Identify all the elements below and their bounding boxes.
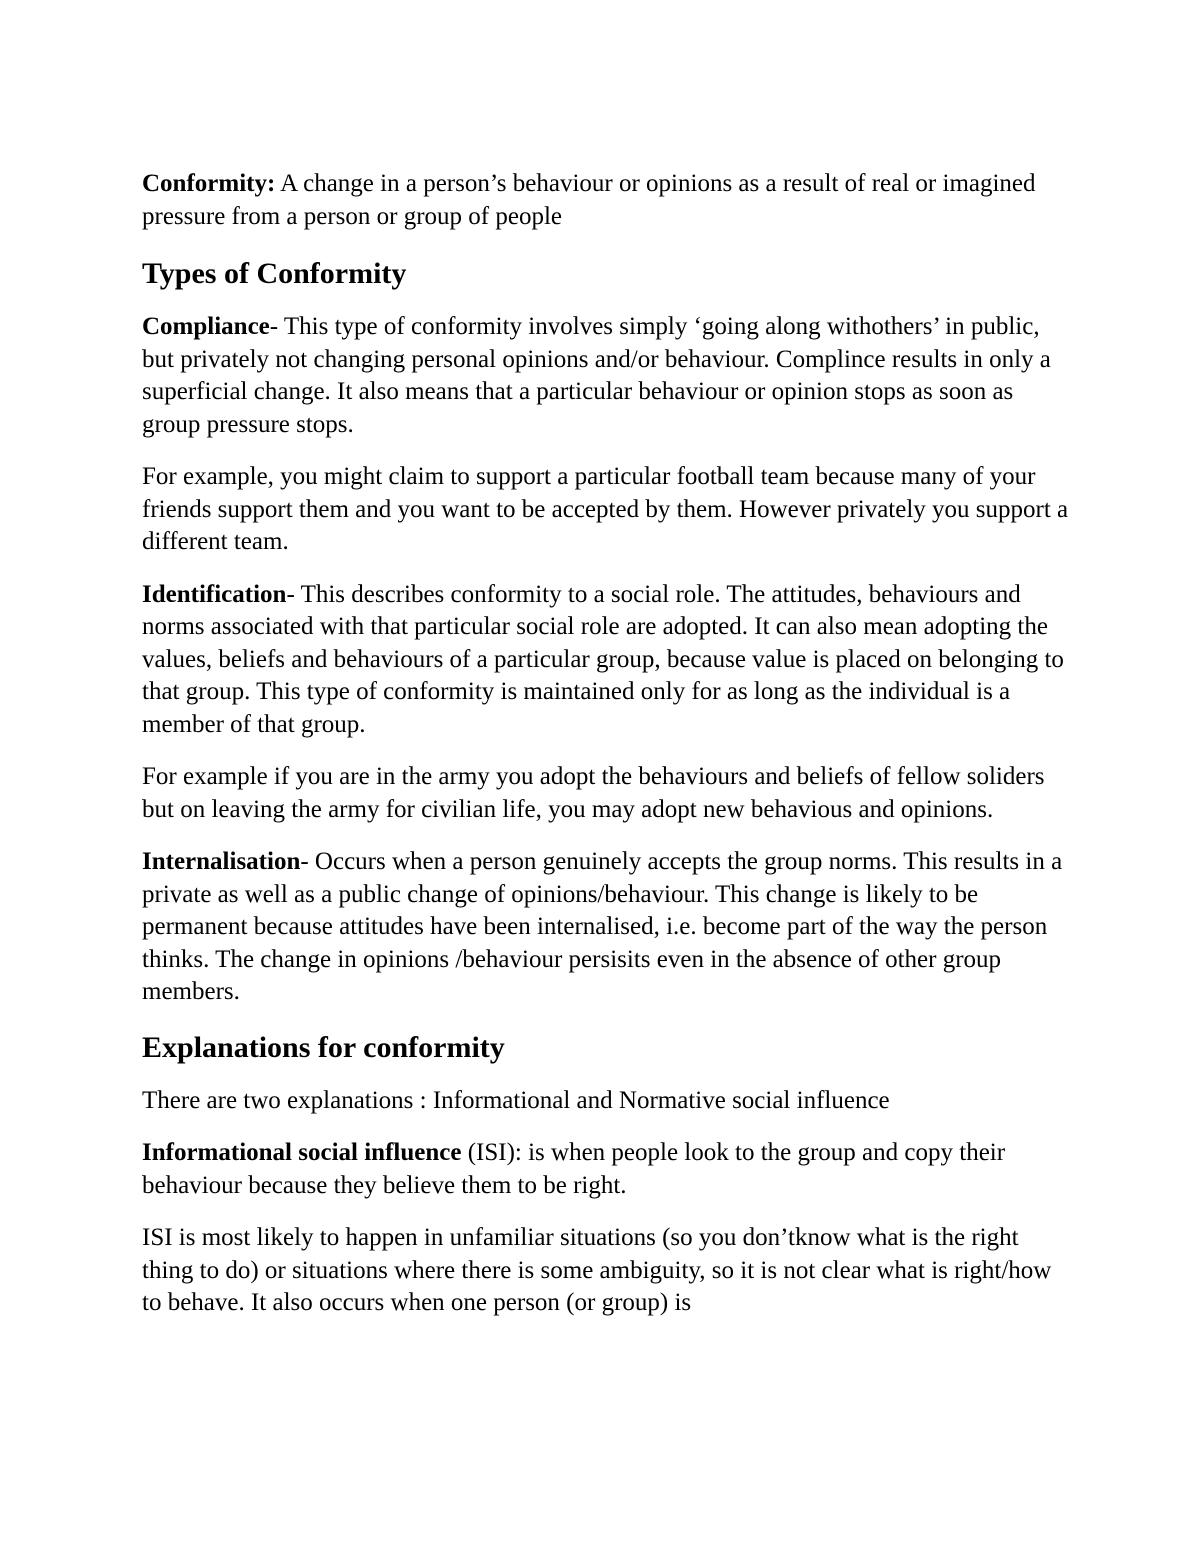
explanations-heading: Explanations for conformity [142, 1030, 505, 1064]
compliance-term: Compliance [142, 313, 270, 340]
identification-paragraph [142, 579, 1072, 742]
internalisation-text: - Occurs when a person genuinely accepts the group norms. This results in a private as well as a public change of opinions/behaviour. This change is likely to be permanent because attitudes have been internalised, i.e. become part of the way the person thinks. The change in opinions /behaviour persisits even in the absence of other group members. [142, 848, 1063, 1005]
compliance-example: For example, you might claim to support a particular football team because many of your friends support them and you want to be accepted by them. However privately you support a different team. [142, 463, 1069, 555]
internalisation-paragraph [142, 846, 1072, 1009]
internalisation-term: Internalisation [142, 848, 301, 875]
isi-detail: ISI is most likely to happen in unfamiliar situations (so you don’tknow what is the right thing to do) or situations where there is some ambiguity, so it is not clear what is right/how to behave. It also occurs when one person (or group) is [142, 1224, 1052, 1316]
document-page [142, 168, 1072, 1340]
isi-text: (ISI): is when people look to the group and copy their behaviour because they believe them to be right. [142, 1139, 1006, 1199]
isi-term: Informational social influence [142, 1139, 462, 1166]
conformity-term: Conformity: [142, 170, 276, 197]
conformity-definition [142, 168, 1072, 233]
compliance-text: - This type of conformity involves simply ‘going along withothers’ in public, but privately not changing personal opinions and/or behaviour. Complince results in only a superficial change. It also means that a particular behaviour or opinion stops as soon as group pressure stops. [142, 313, 1051, 438]
compliance-paragraph [142, 311, 1072, 441]
isi-paragraph [142, 1137, 1072, 1202]
conformity-definition-text: A change in a person’s behaviour or opinions as a result of real or imagined pressure from a person or group of people [142, 170, 1036, 230]
types-of-conformity-heading: Types of Conformity [142, 257, 407, 290]
identification-term: Identification [142, 580, 287, 608]
explanations-intro: There are two explanations : Informational and Normative social influence [142, 1086, 890, 1114]
identification-example: For example if you are in the army you adopt the behaviours and beliefs of fellow soliders but on leaving the army for civilian life, you may adopt new behavious and opinions. [142, 763, 1045, 823]
identification-text: - This describes conformity to a social role. The attitudes, behaviours and norms associated with that particular social role are adopted. It can also mean adopting the values, beliefs and behaviours of a particular group, because value is placed on belonging to that group. This type of conformity is maintained only for as long as the individual is a member of that group. [142, 580, 1064, 738]
